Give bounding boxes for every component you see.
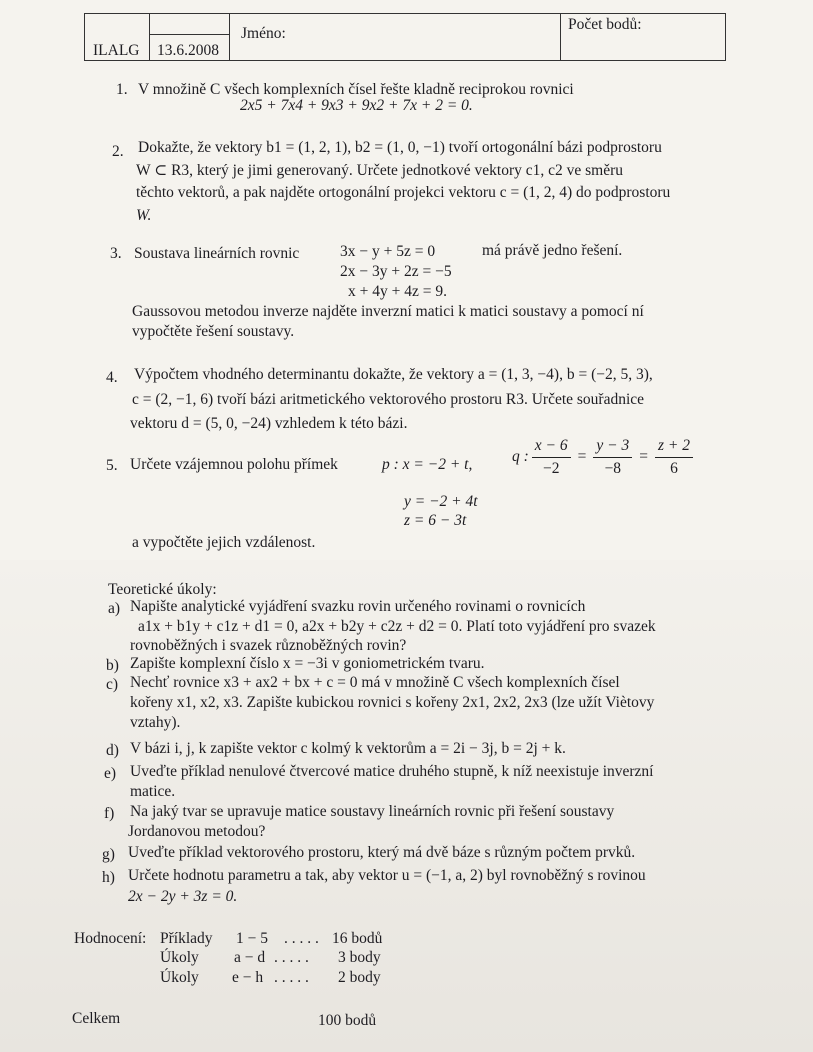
task-text: 2x − 2y + 3z = 0. <box>128 888 238 905</box>
name-field-label: Jméno: <box>241 25 286 42</box>
problem-number: 2. <box>112 143 124 160</box>
header-table <box>84 13 726 61</box>
task-text: a1x + b1y + c1z + d1 = 0, a2x + b2y + c2z + d2 = 0. Platí toto vyjádření pro svazek <box>138 618 656 635</box>
problem-text: V množině C všech komplexních čísel řešte kladně reciprokou rovnici <box>138 81 574 98</box>
problem-text: Dokažte, že vektory b1 = (1, 2, 1), b2 = (1, 0, −1) tvoří ortogonální bázi podprostoru <box>138 139 662 156</box>
exam-date: 13.6.2008 <box>157 42 219 59</box>
grading-dots: . . . . . <box>284 930 319 947</box>
problem-text: vektoru d = (5, 0, −24) vzhledem k této bázi. <box>130 415 408 432</box>
problem-text: W. <box>136 207 152 224</box>
task-label: e) <box>104 765 117 782</box>
problem-text: a vypočtěte jejich vzdálenost. <box>132 534 316 551</box>
system-equation: 3x − y + 5z = 0 <box>340 243 436 260</box>
problem-number: 1. <box>116 81 128 98</box>
task-text: Nechť rovnice x3 + ax2 + bx + c = 0 má v množině C všech komplexních čísel <box>130 674 620 691</box>
grading-what: Úkoly <box>160 969 199 986</box>
q-fraction-z: $\frac{z + 2}{6}$ <box>655 438 693 476</box>
task-text: Určete hodnotu parametru a tak, aby vektor u = (−1, a, 2) byl rovnoběžný s rovinou <box>128 867 646 884</box>
grading-range: 1 − 5 <box>236 930 268 947</box>
task-text: Napište analytické vyjádření svazku rovin určeného rovinami o rovnicích <box>130 598 586 615</box>
task-label: c) <box>106 676 119 693</box>
q-fraction-x: $\frac{x - 6}{-2}$ <box>532 438 571 476</box>
problem-number: 3. <box>110 245 122 262</box>
task-text: Uveďte příklad nenulové čtvercové matice druhého stupně, k níž neexistuje inverzní <box>130 763 654 780</box>
grading-range: e − h <box>232 969 264 986</box>
problem-text: Gaussovou metodou inverze najděte inverzní matici k matici soustavy a pomocí ní <box>132 303 644 320</box>
problem-text: W ⊂ R3, který je jimi generovaný. Určete jednotkové vektory c1, c2 ve směru <box>136 162 624 179</box>
problem-equation: 2x5 + 7x4 + 9x3 + 9x2 + 7x + 2 = 0. <box>240 97 473 114</box>
task-label: b) <box>106 657 119 674</box>
task-text: vztahy). <box>130 714 181 731</box>
task-text: Na jaký tvar se upravuje matice soustavy lineárních rovnic při řešení soustavy <box>130 803 615 820</box>
task-text: matice. <box>130 783 176 800</box>
course-code: ILALG <box>93 42 140 59</box>
total-label: Celkem <box>72 1010 121 1027</box>
grading-dots: . . . . . <box>274 949 309 966</box>
line-p-equation: y = −2 + 4t <box>404 493 478 510</box>
grading-dots: . . . . . <box>274 969 309 986</box>
task-label: h) <box>102 869 115 886</box>
q-label: q : <box>512 448 529 466</box>
task-label: f) <box>104 805 115 822</box>
problem-text: Určete vzájemnou polohu přímek <box>130 456 338 473</box>
grading-what: Příklady <box>160 930 213 947</box>
problem-text: má právě jedno řešení. <box>482 242 623 259</box>
line-p-equation: p : x = −2 + t, <box>382 456 473 473</box>
problem-number: 5. <box>106 457 118 474</box>
grading-range: a − d <box>234 949 266 966</box>
q-fraction-y: $\frac{y - 3}{-8}$ <box>593 438 632 476</box>
grading-what: Úkoly <box>160 949 199 966</box>
total-points: 100 bodů <box>318 1012 377 1029</box>
header-divider <box>149 14 150 60</box>
task-text: Jordanovou metodou? <box>128 823 266 840</box>
problem-text: Výpočtem vhodného determinantu dokažte, že vektory a = (1, 3, −4), b = (−2, 5, 3), <box>134 366 653 383</box>
header-divider <box>229 14 230 60</box>
section-title: Teoretické úkoly: <box>108 581 217 598</box>
grading-points: 3 body <box>338 949 381 966</box>
task-label: a) <box>108 600 121 617</box>
line-p-equation: z = 6 − 3t <box>404 512 467 529</box>
header-divider <box>560 14 561 60</box>
task-text: V bázi i, j, k zapište vektor c kolmý k vektorům a = 2i − 3j, b = 2j + k. <box>130 740 566 757</box>
task-label: g) <box>102 846 115 863</box>
problem-text: vypočtěte řešení soustavy. <box>132 323 295 340</box>
header-divider <box>149 34 229 35</box>
system-equation: x + 4y + 4z = 9. <box>348 283 447 300</box>
grading-label: Hodnocení: <box>74 930 147 947</box>
task-text: kořeny x1, x2, x3. Zapište kubickou rovnici s kořeny 2x1, 2x2, 2x3 (lze užít Viètovy <box>130 694 655 711</box>
problem-number: 4. <box>106 369 118 386</box>
line-q-equation: q : $\frac{x - 6}{-2}$ = $\frac{y - 3}{-8}$ = $\frac{z + 2}{6}$ <box>512 438 696 476</box>
task-label: d) <box>106 742 119 759</box>
task-text: Uveďte příklad vektorového prostoru, který má dvě báze s různým počtem prvků. <box>128 844 636 861</box>
points-field-label: Počet bodů: <box>568 16 642 33</box>
grading-points: 2 body <box>338 969 381 986</box>
task-text: Zapište komplexní číslo x = −3i v goniometrickém tvaru. <box>130 655 485 672</box>
problem-text: těchto vektorů, a pak najděte ortogonální projekci vektoru c = (1, 2, 4) do podprostoru <box>136 184 671 201</box>
system-equation: 2x − 3y + 2z = −5 <box>340 263 452 280</box>
task-text: rovnoběžných i svazek různoběžných rovin? <box>130 637 407 654</box>
problem-text: c = (2, −1, 6) tvoří bázi aritmetického vektorového prostoru R3. Určete souřadnice <box>132 391 645 408</box>
grading-points: 16 bodů <box>332 930 383 947</box>
problem-text: Soustava lineárních rovnic <box>134 245 300 262</box>
